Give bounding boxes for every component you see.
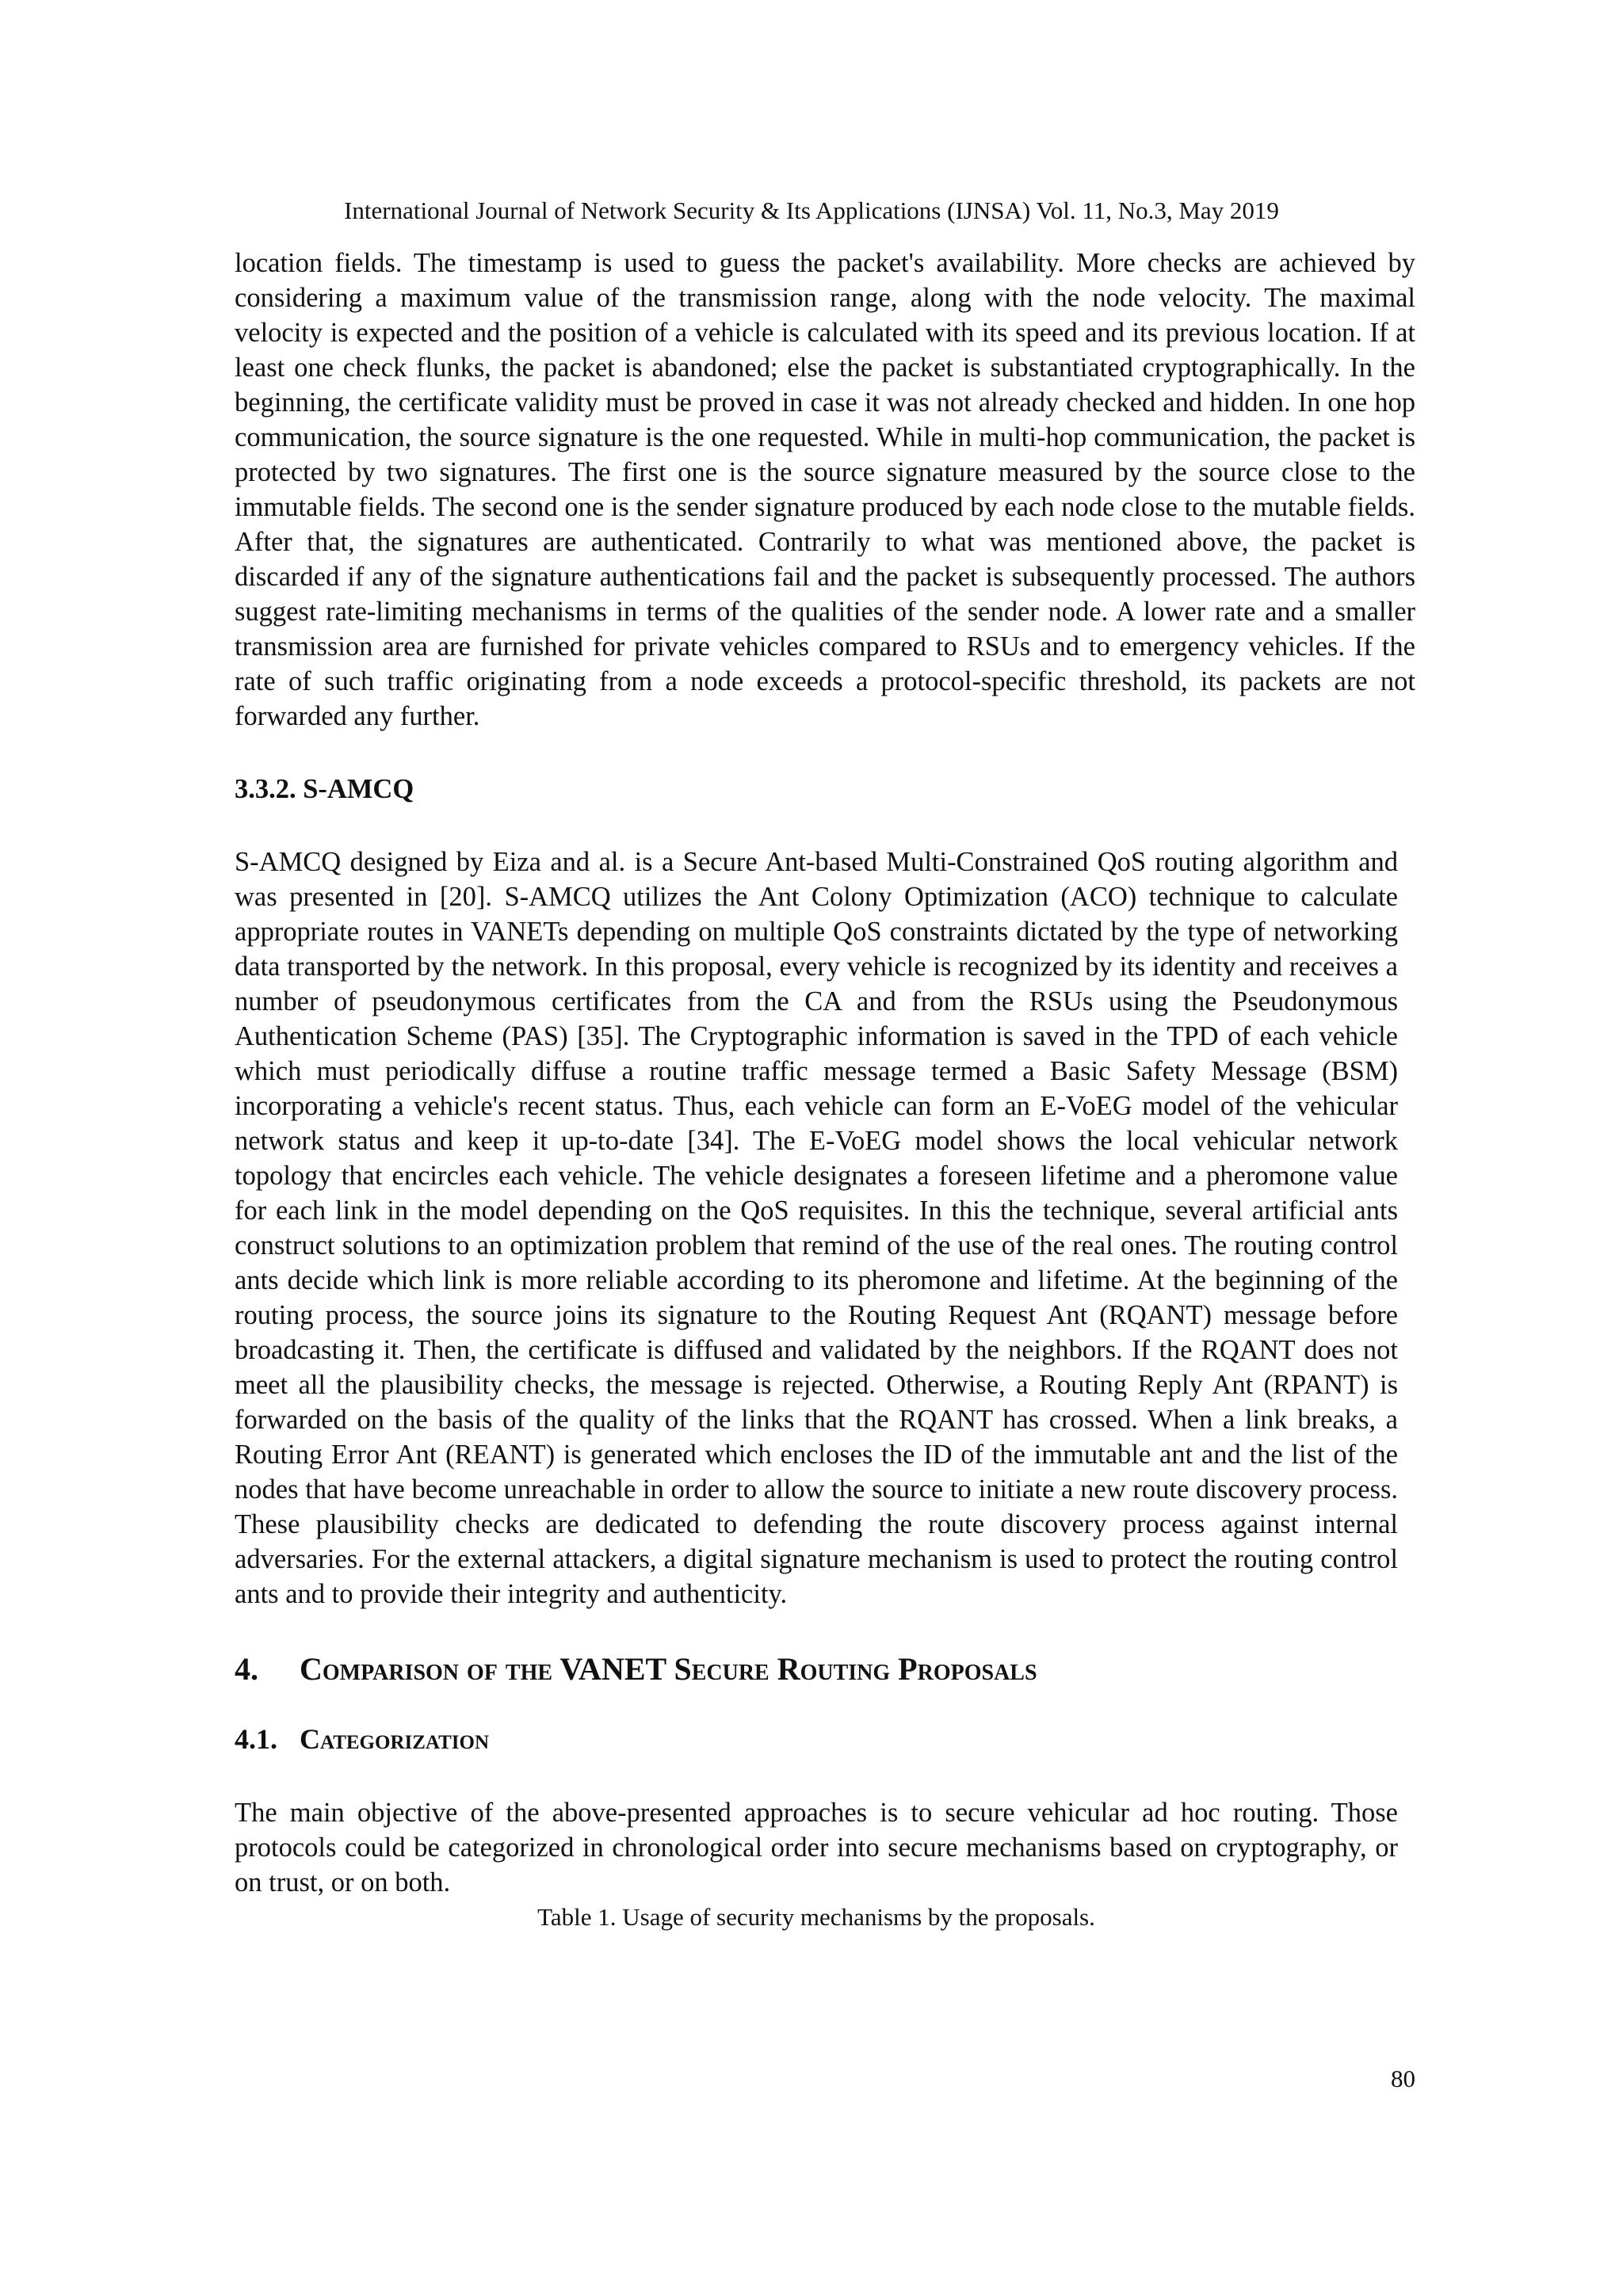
section-title: Comparison of the VANET Secure Routing Proposals bbox=[300, 1651, 1037, 1687]
paragraph-location-fields: location fields. The timestamp is used to guess the packet's availability. More checks are achieved by considering a maximum value of the transmission range, along with the node velocity. The maximal velocity is expected and the position of a vehicle is calculated with its speed and its previous location. If at least one check flunks, the packet is abandoned; else the packet is substantiated cryptographically. In the beginning, the certificate validity must be proved in case it was not already checked and hidden. In one hop communication, the source signature is the one requested. While in multi-hop communication, the packet is protected by two signatures. The first one is the source signature measured by the source close to the immutable fields. The second one is the sender signature produced by each node close to the mutable fields. After that, the signatures are authenticated. Contrarily to what was mentioned above, the packet is discarded if any of the signature authentications fail and the packet is subsequently processed. The authors suggest rate-limiting mechanisms in terms of the qualities of the sender node. A lower rate and a smaller transmission area are furnished for private vehicles compared to RSUs and to emergency vehicles. If the rate of such traffic originating from a node exceeds a protocol-specific threshold, its packets are not forwarded any further. bbox=[235, 248, 1415, 731]
page-content bbox=[235, 246, 1415, 1933]
section-heading-comparison bbox=[235, 1650, 1415, 1689]
subsubsection-heading-s-amcq: 3.3.2. S-AMCQ bbox=[235, 774, 414, 804]
page-number: 80 bbox=[1391, 2065, 1415, 2092]
table-caption: Table 1. Usage of security mechanisms by the proposals. bbox=[537, 1903, 1095, 1931]
subsection-title: Categorization bbox=[300, 1723, 489, 1755]
paragraph-categorization: The main objective of the above-presented approaches is to secure vehicular ad hoc routing. Those protocols could be categorized in chronological order into secure mechanisms based on cryptography, or on trust, or on both. bbox=[235, 1798, 1398, 1897]
journal-running-header: International Journal of Network Security & Its Applications (IJNSA) Vol. 11, No.3, May 2019 bbox=[344, 196, 1279, 224]
section-number: 4. bbox=[235, 1651, 258, 1687]
paragraph-s-amcq: S-AMCQ designed by Eiza and al. is a Secure Ant-based Multi-Constrained QoS routing algorithm and was presented in [20]. S-AMCQ utilizes the Ant Colony Optimization (ACO) technique to calculate appropriate routes in VANETs depending on multiple QoS constraints dictated by the type of networking data transported by the network. In this proposal, every vehicle is recognized by its identity and receives a number of pseudonymous certificates from the CA and from the RSUs using the Pseudonymous Authentication Scheme (PAS) [35]. The Cryptographic information is saved in the TPD of each vehicle which must periodically diffuse a routine traffic message termed a Basic Safety Message (BSM) incorporating a vehicle's recent status. Thus, each vehicle can form an E-VoEG model of the vehicular network status and keep it up-to-date [34]. The E-VoEG model shows the local vehicular network topology that encircles each vehicle. The vehicle designates a foreseen lifetime and a pheromone value for each link in the model depending on the QoS requisites. In this the technique, several artificial ants construct solutions to an optimization problem that remind of the use of the real ones. The routing control ants decide which link is more reliable according to its pheromone and lifetime. At the beginning of the routing process, the source joins its signature to the Routing Request Ant (RQANT) message before broadcasting it. Then, the certificate is diffused and validated by the neighbors. If the RQANT does not meet all the plausibility checks, the message is rejected. Otherwise, a Routing Reply Ant (RPANT) is forwarded on the basis of the quality of the links that the RQANT has crossed. When a link breaks, a Routing Error Ant (REANT) is generated which encloses the ID of the immutable ant and the list of the nodes that have become unreachable in order to allow the source to initiate a new route discovery process. These plausibility checks are dedicated to defending the route discovery process against internal adversaries. For the external attackers, a digital signature mechanism is used to protect the routing control ants and to provide their integrity and authenticity. bbox=[235, 847, 1398, 1609]
subsection-heading-categorization bbox=[235, 1721, 1415, 1757]
subsection-number: 4.1. bbox=[235, 1723, 277, 1755]
